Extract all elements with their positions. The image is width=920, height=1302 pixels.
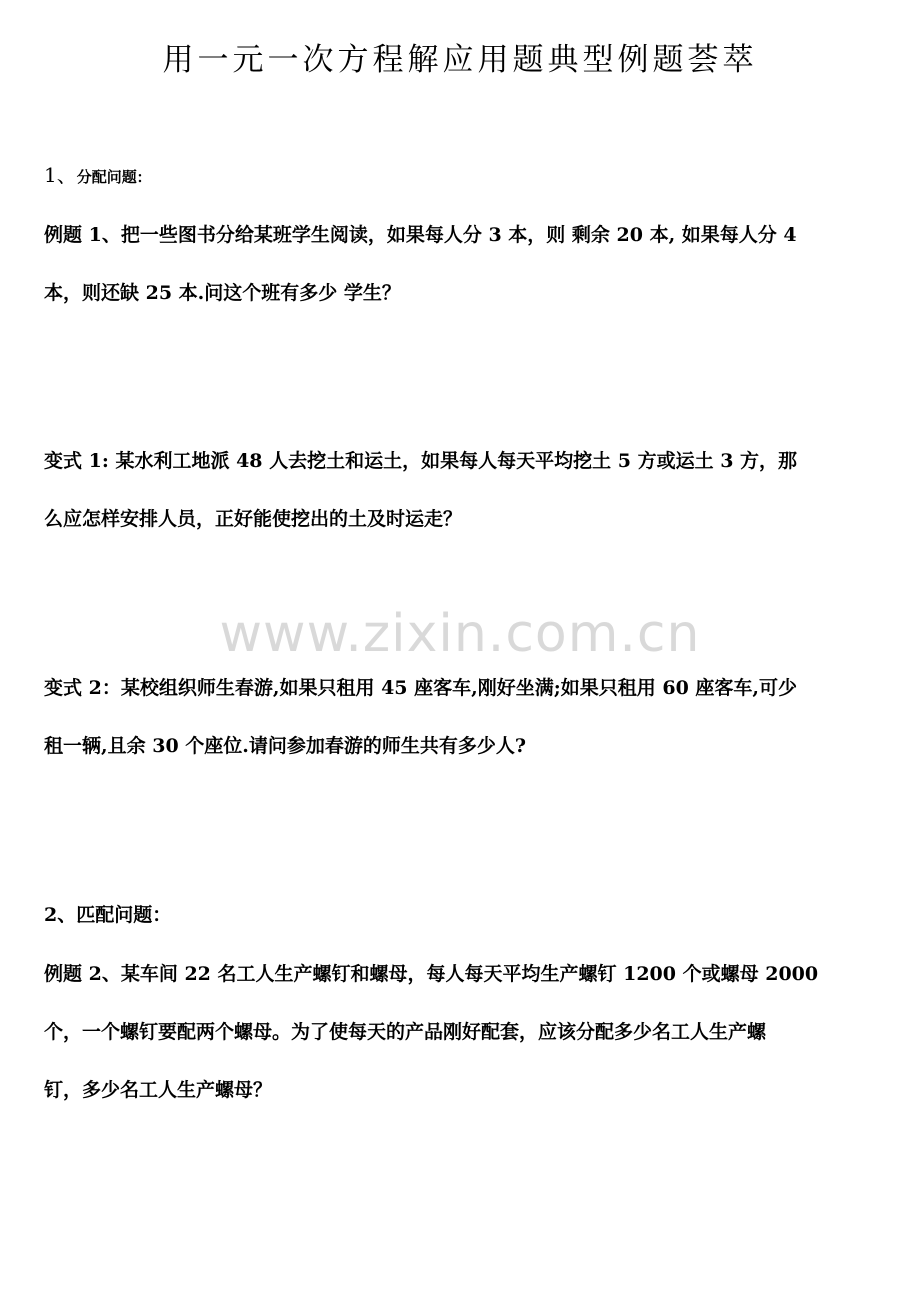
section-title-colon: ： xyxy=(152,904,172,926)
example-problem-1 xyxy=(44,206,880,322)
section-number: 1、 xyxy=(44,163,77,187)
problem-line: 么应怎样安排人员，正好能使挖出的土及时运走？ xyxy=(44,508,463,530)
problem-line: 例题 2、某车间 22 名工人生产螺钉和螺母，每人每天平均生产螺钉 1200 个或螺母 2000 xyxy=(44,963,819,985)
section-title-colon: : xyxy=(136,165,144,187)
problem-line: 本，则还缺 25 本.问这个班有多少 学生？ xyxy=(44,282,401,304)
problem-line: 钉，多少名工人生产螺母？ xyxy=(44,1079,273,1101)
problem-line: 变式 2：某校组织师生春游,如果只租用 45 座客车,刚好坐满;如果只租用 60 座客车,可少 xyxy=(44,677,798,699)
section-number: 2、 xyxy=(44,904,77,926)
section-title: 分配问题 xyxy=(76,168,137,186)
section-heading-allocation xyxy=(44,160,143,192)
problem-line: 租一辆,且余 30 个座位.请问参加春游的师生共有多少人? xyxy=(44,735,527,757)
watermark: www.zixin.com.cn xyxy=(219,604,701,664)
problem-line: 例题 1、把一些图书分给某班学生阅读，如果每人分 3 本，则 剩余 20 本, 如果每人分 4 xyxy=(44,224,797,246)
example-problem-2 xyxy=(44,945,880,1119)
variant-problem-2 xyxy=(44,659,880,775)
problem-line: 变式 1: 某水利工地派 48 人去挖土和运土，如果每人每天平均挖土 5 方或运土 3 方，那 xyxy=(44,450,798,472)
document-title: 用一元一次方程解应用题典型例题荟萃 xyxy=(162,42,758,78)
section-heading-matching xyxy=(44,900,171,930)
variant-problem-1 xyxy=(44,432,880,548)
section-title: 匹配问题 xyxy=(76,904,153,926)
problem-line: 个，一个螺钉要配两个螺母。为了使每天的产品刚好配套，应该分配多少名工人生产螺 xyxy=(44,1021,767,1043)
